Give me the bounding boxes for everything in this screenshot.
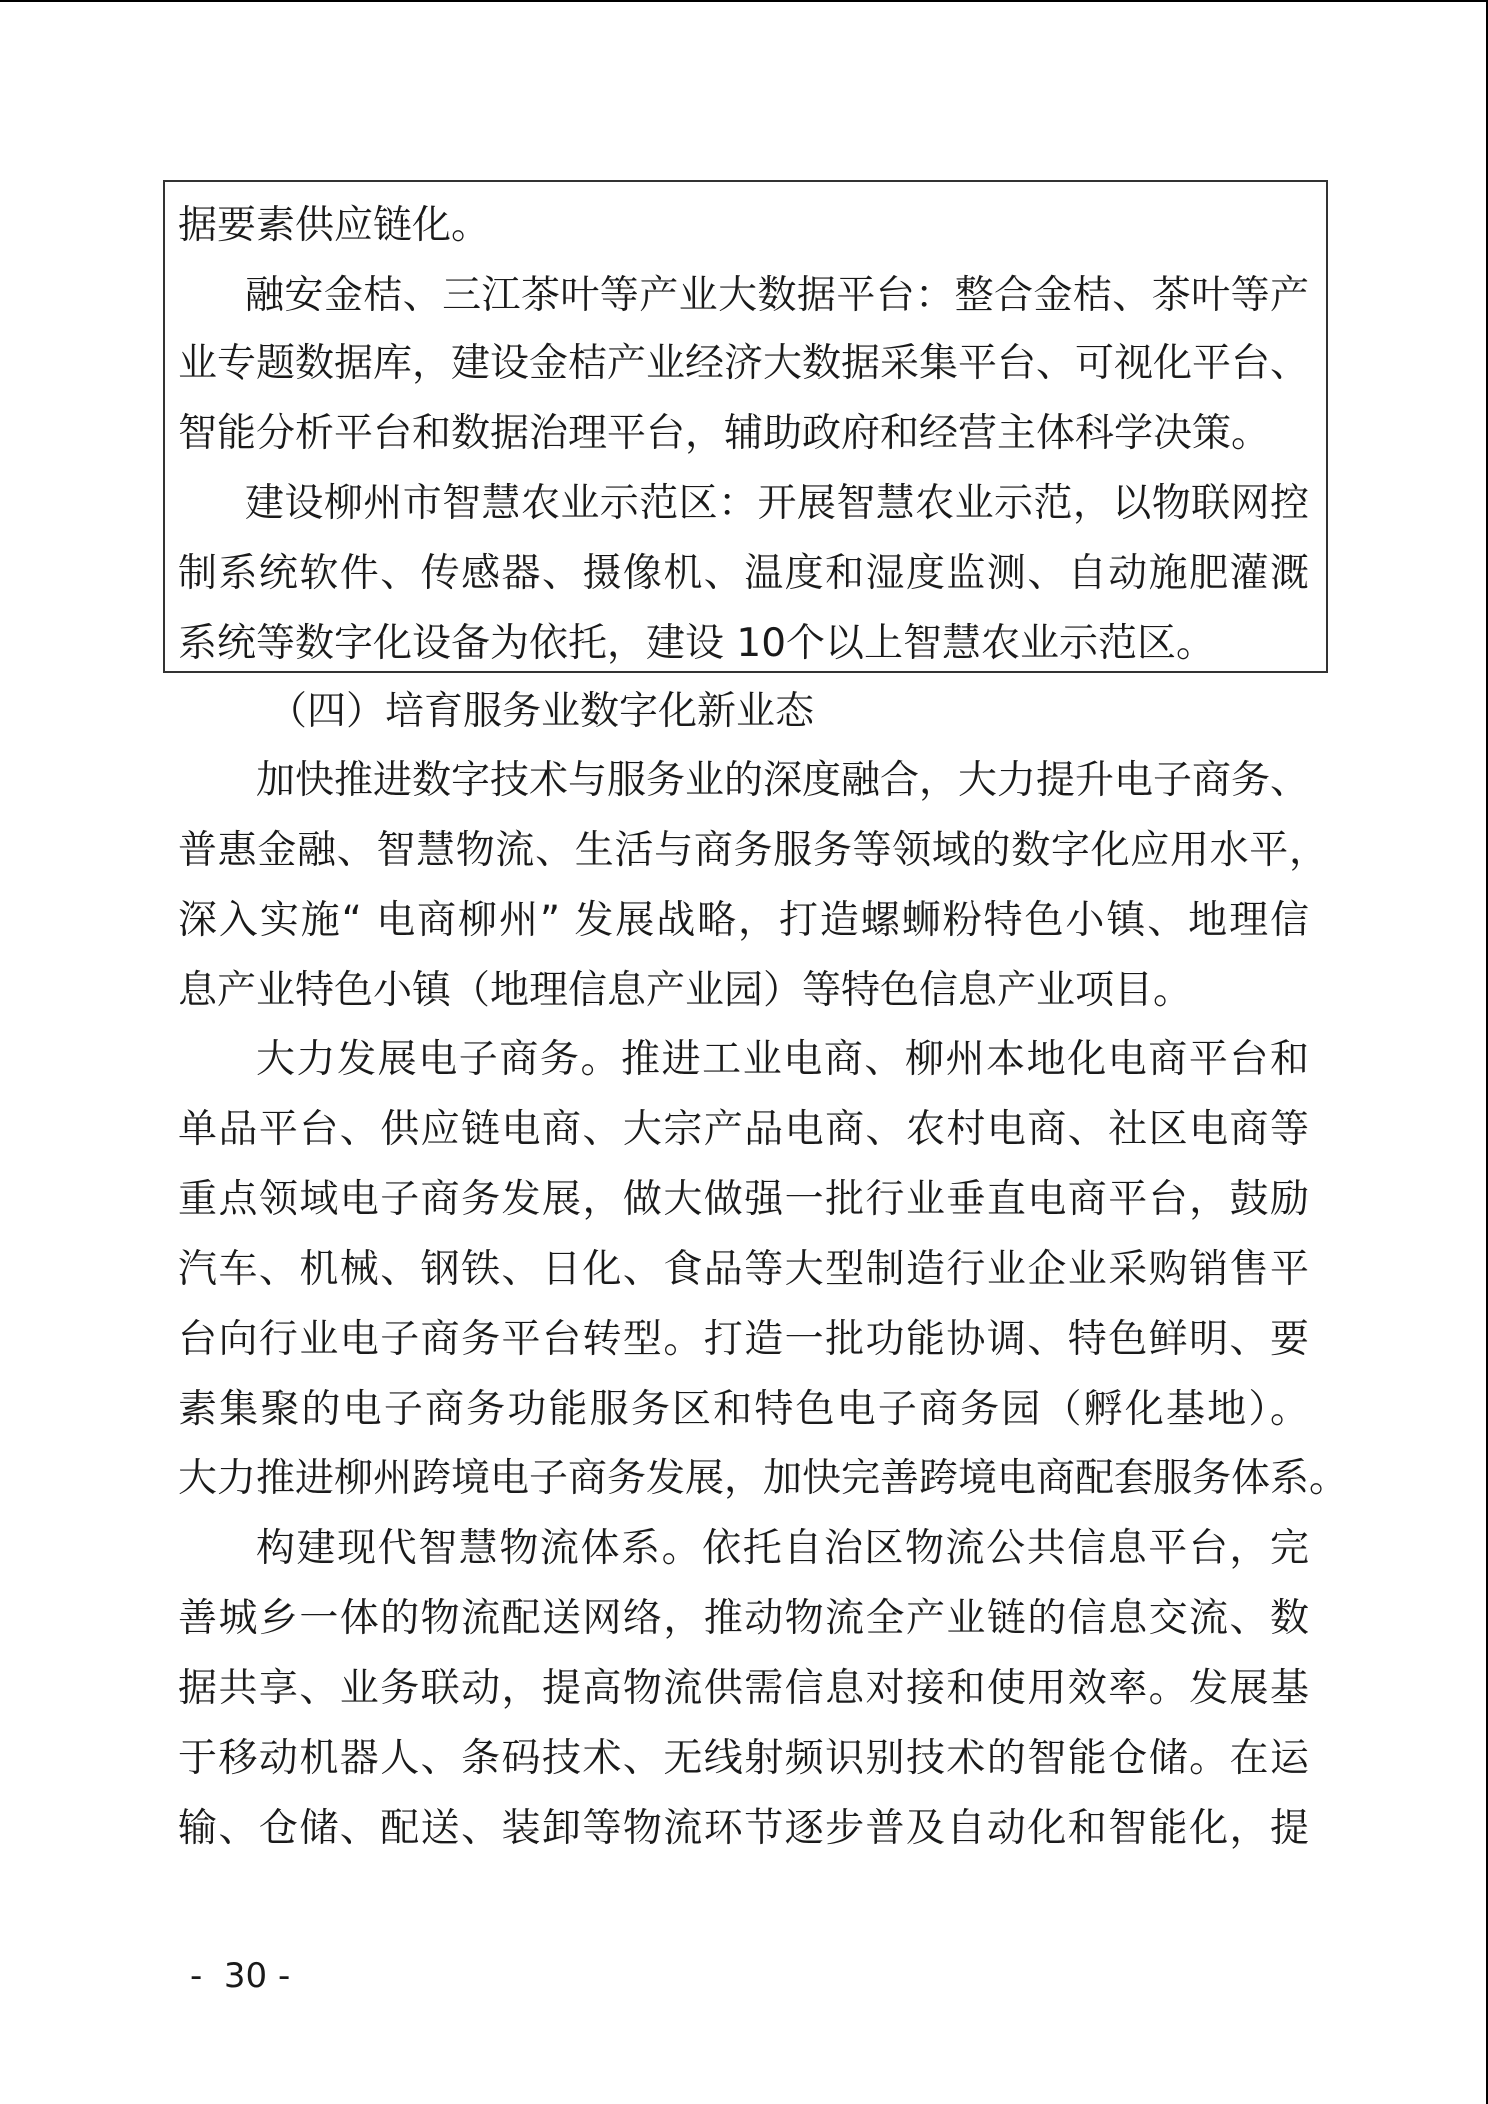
- page-number: - 30 -: [190, 1956, 291, 1996]
- body-line: 大力推进柳州跨境电子商务发展，加快完善跨境电商配套服务体系。: [178, 1456, 1349, 1501]
- page-top-rule: [0, 0, 1488, 2]
- box-line: 建设柳州市智慧农业示范区：开展智慧农业示范，以物联网控: [245, 481, 1309, 526]
- body-line: 输、仓储、配送、装卸等物流环节逐步普及自动化和智能化，提: [178, 1806, 1309, 1851]
- body-line: 于移动机器人、条码技术、无线射频识别技术的智能仓储。在运: [178, 1736, 1309, 1781]
- body-line: 汽车、机械、钢铁、日化、食品等大型制造行业企业采购销售平: [178, 1247, 1309, 1292]
- body-line: 单品平台、供应链电商、大宗产品电商、农村电商、社区电商等: [178, 1107, 1309, 1152]
- box-line: 业专题数据库，建设金桔产业经济大数据采集平台、可视化平台、: [178, 341, 1310, 386]
- body-line: 素集聚的电子商务功能服务区和特色电子商务园（孵化基地）。: [178, 1387, 1309, 1432]
- body-line: 构建现代智慧物流体系。依托自治区物流公共信息平台，完: [256, 1526, 1309, 1571]
- body-line: 重点领域电子商务发展，做大做强一批行业垂直电商平台，鼓励: [178, 1177, 1309, 1222]
- body-line: 深入实施“ 电商柳州” 发展战略，打造螺蛳粉特色小镇、地理信: [178, 898, 1309, 943]
- body-line: 善城乡一体的物流配送网络，推动物流全产业链的信息交流、数: [178, 1596, 1309, 1641]
- box-line: 智能分析平台和数据治理平台，辅助政府和经营主体科学决策。: [178, 411, 1271, 456]
- box-line: 据要素供应链化。: [178, 203, 491, 248]
- box-line: 融安金桔、三江茶叶等产业大数据平台：整合金桔、茶叶等产: [245, 273, 1309, 318]
- body-line: 加快推进数字技术与服务业的深度融合，大力提升电子商务、: [256, 758, 1310, 803]
- body-line: 息产业特色小镇（地理信息产业园）等特色信息产业项目。: [178, 968, 1193, 1013]
- body-line: 台向行业电子商务平台转型。打造一批功能协调、特色鲜明、要: [178, 1317, 1309, 1362]
- box-line: 系统等数字化设备为依托，建设 10个以上智慧农业示范区。: [178, 621, 1216, 666]
- body-line: 据共享、业务联动，提高物流供需信息对接和使用效率。发展基: [178, 1666, 1309, 1711]
- body-line: 大力发展电子商务。推进工业电商、柳州本地化电商平台和: [256, 1037, 1309, 1082]
- body-line: 普惠金融、智慧物流、生活与商务服务等领域的数字化应用水平，: [178, 828, 1328, 873]
- box-line: 制系统软件、传感器、摄像机、温度和湿度监测、自动施肥灌溉: [178, 551, 1309, 596]
- section-heading: （四）培育服务业数字化新业态: [268, 689, 815, 734]
